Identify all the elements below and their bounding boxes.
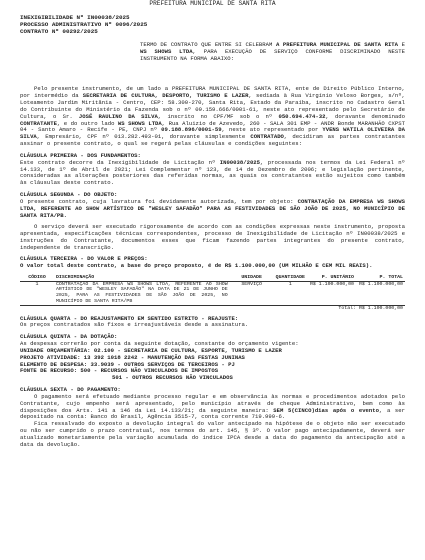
clause-2-paragraph-2: O serviço deverá ser executado rigorosamente de acordo com as condições expressas neste instrumento, proposta apresentada, especificações técnicas correspondentes, processo de Inexigibilidade de Licitação nº IN00038/2025 e instruções do Contratante, documentos esses que ficam fazendo partes integrantes do presente contrato, independente de transcrição. xyxy=(20,223,405,251)
document-heading xyxy=(20,14,147,35)
contract-number: CONTRATO Nº 00292/2025 xyxy=(20,28,98,35)
col-quantity: QUANTIDADE xyxy=(275,274,305,280)
resource-source-501: 501 - OUTROS RECURSOS NÃO VINCULADOS xyxy=(112,374,233,382)
col-description: DISCRIMINAÇÃO xyxy=(54,275,230,281)
project-activity: PROJETO ATIVIDADE: 13 392 1018 2242 - MANUTENÇÃO DAS FESTAS JUNINAS xyxy=(20,353,245,361)
cell-quantity: 1 xyxy=(288,281,292,287)
expense-element: ELEMENTO DE DESPESA: 33.9039 - OUTROS SERVIÇOS DE TERCEIROS - PJ xyxy=(20,360,235,368)
parties-paragraph: Pelo presente instrumento, de um lado a PREFEITURA MUNICIPAL DE SANTA RITA, ente de Direito Público Interno, por intermédio da SECRETARIA DE CULTURA, DESPORTO, TURISMO E LAZER, sediada à Rua Virgínio Veloso Borges, s/nº, Loteamento Jardim Miritânia - Centro, CEP: 58.300-270, Santa Rita, Estado da Paraíba, inscrito no Cadastro Geral do Contribuinte do Ministério da Fazenda sob o nº 09.159.666/0001-61, neste ato representado pelo Secretário de Cultura, o Sr. JOSÉ RAULINO DA SILVA, inscrito no CPF/MF sob o nº 050.694.474-32, doravante denominado CONTRATANTE, e do outro lado WS SHOWS LTDA, Rua Aluizio de Azevedo, 260 - SALA 301 EMP - ANDR Bonde MARANHÃO CXPST 04 - Santo Amaro - Recife - PE, CNPJ nº 09.188.896/0001-59, neste ato representado por YVENS WATILA OLIVEIRA DA SILVA, Empresário, CPF nº 013.282.493-01, doravante simplesmente CONTRATADO, decidiram as partes contratantes assinar o presente contrato, o qual se regerá pelas cláusulas e condições seguintes: xyxy=(20,85,405,148)
clause-3-value: O valor total deste contrato, a base do preço proposto, é de R$ 1.100.000,00 (UM MILHÃO E CEM MIL REAIS). xyxy=(20,262,373,270)
table-row xyxy=(20,281,405,305)
inexigibilidade-number: INEXIGIBILIDADE Nº IN00038/2025 xyxy=(20,14,130,21)
items-table xyxy=(20,275,405,312)
process-number: PROCESSO ADMINISTRATIVO Nº 0096/2025 xyxy=(20,21,148,28)
col-total-price: P. TOTAL xyxy=(356,275,405,281)
contract-abstract: TERMO DE CONTRATO QUE ENTRE SI CELEBRAM A PREFEITURA MUNICIPAL DE SANTA RITA E WS SHOWS LTDA, PARA EXECUÇÃO DE SERVIÇO CONFORME DISCRIMINADO NESTE INSTRUMENTO NA FORMA ABAIXO: xyxy=(140,41,405,62)
table-total-row xyxy=(20,305,405,311)
clause-1-text: Este contrato decorre da Inexigibilidade de Licitação nº IN00038/2025, processada nos termos da Lei Federal nº 14.133, de 1º de Abril de 2021; Lei Complementar nº 123, de 14 de Dezembro de 2006; e legislação pertinente, consideradas as alterações posteriores das referidas normas, as quais os contratantes estão sujeitos como também às cláusulas deste contrato. xyxy=(20,158,405,187)
clause-5-title: CLÁUSULA QUINTA - DA DOTAÇÃO: xyxy=(20,332,118,340)
contract-body xyxy=(20,86,405,454)
table-total: Total: R$ 1.100.000,00 xyxy=(20,305,405,311)
clause-4-text: Os preços contratados são fixos e irreajustáveis desde a assinatura. xyxy=(20,321,249,329)
col-unit: UNIDADE xyxy=(230,275,274,281)
cell-description: CONTRATAÇÃO DA EMPRESA WS SHOWS LTDA, REFERENTE AO SHOW ARTÍSTICO DE "WESLEY SAFADÃO" NA DATA DE 21 DE JUNHO DE 2025, PARA AS FESTIVIDADES DE SÃO JOÃO DE 2025, NO MUNICÍPIO DE SANTA RITA/PB xyxy=(56,281,228,304)
clause-2-title: CLÁUSULA SEGUNDA - DO OBJETO: xyxy=(20,190,118,198)
clause-1-title: CLÁUSULA PRIMEIRA - DOS FUNDAMENTOS: xyxy=(20,151,141,159)
budget-unit: UNIDADE ORÇAMENTÁRIA: 02.100 - SECRETARIA DE CULTURA, ESPORTE, TURISMO E LAZER xyxy=(20,346,282,354)
cell-unit-price: R$ 1.100.000,00 xyxy=(309,281,354,287)
clause-6-title: CLÁUSULA SEXTA - DO PAGAMENTO: xyxy=(20,385,121,393)
clause-6-text: O pagamento será efetuado mediante processo regular e em observância às normas e procedimentos adotados pelo Contratante, cujo empenho será apresentado, pelo município através de cheque Administrativo, bem como às disposições dos Arts. 141 a 146 da Lei 14.133/21; da seguinte maneira: SEM 5(CINCO)dias após o evento, a ser depositado na conta: Banco do Brasil, Agência 3515-7, conta corrente 719.999-6. xyxy=(20,392,405,421)
clause-5-text: As despesas correrão por conta da seguinte dotação, constante do orçamento vigente: xyxy=(20,339,299,347)
cell-code: 1 xyxy=(35,281,39,287)
resource-source-500: FONTE DE RECURSO: 500 - RECURSOS NÃO VINCULADOS DE IMPOSTOS xyxy=(20,367,219,375)
header-title: PREFEITURA MUNICIPAL DE SANTA RITA xyxy=(149,0,276,7)
clause-4-title: CLÁUSULA QUARTA - DO REAJUSTAMENTO EM SENTIDO ESTRITO - REAJUSTE: xyxy=(20,314,239,322)
col-unit-price: P. UNITÁRIO xyxy=(307,275,356,281)
cell-total-price: R$ 1.100.000,00 xyxy=(358,281,403,287)
cell-unit: SERVIÇO xyxy=(241,281,262,287)
clause-3-title: CLÁUSULA TERCEIRA - DO VALOR E PREÇOS: xyxy=(20,255,148,263)
col-code: CÓDIGO xyxy=(20,275,54,281)
clause-2-text: O presente contrato, cuja lavratura foi devidamente autorizada, tem por objeto: CONTRATAÇÃO DA EMPRESA WS SHOWS LTDA, REFERENTE AO SHOW ARTÍSTICO DE "WESLEY SAFADÃO" PARA AS FESTIVIDADES DE SÃO JOÃO DE 2025, NO MUNICÍPIO DE SANTA RITA/PB. xyxy=(20,197,406,219)
clause-6-paragraph-2: Fica ressalvado do exposto a devolução integral do valor antecipado na hipótese de o objeto não ser executado ou não ser cumprido o prazo contratual, nos termos do art. 145, § 3º. O valor pago antecipadamente, deverá ser atualizado monetariamente pela variação acumulada do índice IPCA desde a data do pagamento da antecipação até a data da devolução. xyxy=(20,420,405,449)
